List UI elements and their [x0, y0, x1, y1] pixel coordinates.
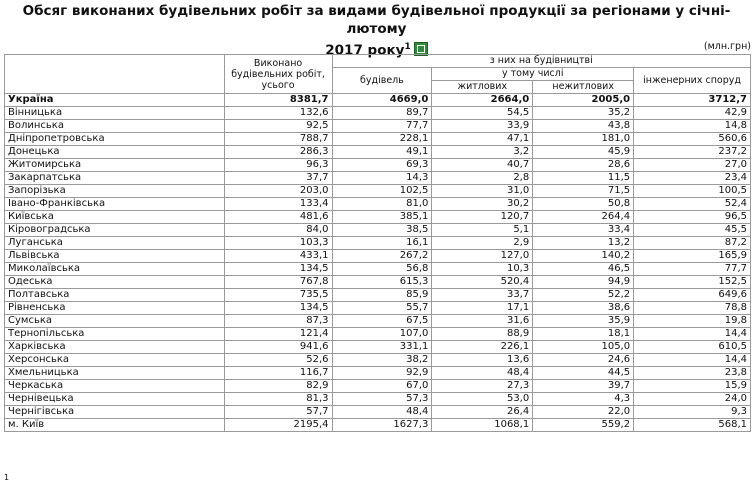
cell-region: Черкаська: [5, 380, 225, 393]
header-total: Виконано будівельних робіт, усього: [224, 55, 332, 94]
cell-engineering: 560,6: [634, 133, 751, 146]
cell-engineering: 23,4: [634, 172, 751, 185]
table-row: [5, 198, 751, 211]
cell-region: м. Київ: [5, 419, 225, 432]
cell-buildings: 81,0: [332, 198, 432, 211]
cell-buildings: 228,1: [332, 133, 432, 146]
cell-total: 941,6: [224, 341, 332, 354]
cell-region: Чернігівська: [5, 406, 225, 419]
cell-engineering: 3712,7: [634, 94, 751, 107]
cell-total: 57,7: [224, 406, 332, 419]
cell-total: 103,3: [224, 237, 332, 250]
cell-engineering: 19,8: [634, 315, 751, 328]
cell-buildings: 16,1: [332, 237, 432, 250]
cell-total: 133,4: [224, 198, 332, 211]
cell-nonresidential: 140,2: [533, 250, 634, 263]
cell-total: 286,3: [224, 146, 332, 159]
cell-region: Луганська: [5, 237, 225, 250]
cell-buildings: 38,5: [332, 224, 432, 237]
cell-residential: 54,5: [432, 107, 533, 120]
table-row: [5, 263, 751, 276]
cell-nonresidential: 2005,0: [533, 94, 634, 107]
table-row: [5, 107, 751, 120]
cell-engineering: 237,2: [634, 146, 751, 159]
header-including: у тому числі: [432, 68, 634, 81]
cell-nonresidential: 13,2: [533, 237, 634, 250]
table-row: [5, 302, 751, 315]
cell-buildings: 56,8: [332, 263, 432, 276]
cell-nonresidential: 28,6: [533, 159, 634, 172]
cell-nonresidential: 24,6: [533, 354, 634, 367]
cell-nonresidential: 46,5: [533, 263, 634, 276]
cell-engineering: 78,8: [634, 302, 751, 315]
cell-buildings: 102,5: [332, 185, 432, 198]
cell-nonresidential: 264,4: [533, 211, 634, 224]
cell-buildings: 69,3: [332, 159, 432, 172]
title-footnote-mark: 1: [404, 42, 411, 52]
cell-region: Сумська: [5, 315, 225, 328]
cell-engineering: 152,5: [634, 276, 751, 289]
cell-region: Полтавська: [5, 289, 225, 302]
cell-total: 134,5: [224, 302, 332, 315]
cell-total: 81,3: [224, 393, 332, 406]
cell-total: 203,0: [224, 185, 332, 198]
cell-buildings: 4669,0: [332, 94, 432, 107]
cell-residential: 27,3: [432, 380, 533, 393]
cell-total: 84,0: [224, 224, 332, 237]
table-row: [5, 250, 751, 263]
cell-region: Тернопільська: [5, 328, 225, 341]
cell-residential: 127,0: [432, 250, 533, 263]
cell-total: 121,4: [224, 328, 332, 341]
cell-buildings: 55,7: [332, 302, 432, 315]
cell-residential: 17,1: [432, 302, 533, 315]
cell-total: 52,6: [224, 354, 332, 367]
table-row: [5, 289, 751, 302]
cell-engineering: 77,7: [634, 263, 751, 276]
cell-residential: 47,1: [432, 133, 533, 146]
cell-residential: 33,7: [432, 289, 533, 302]
cell-total: 788,7: [224, 133, 332, 146]
table-row: [5, 185, 751, 198]
cell-nonresidential: 38,6: [533, 302, 634, 315]
footnote: 1: [4, 473, 10, 482]
cell-residential: 10,3: [432, 263, 533, 276]
cell-buildings: 331,1: [332, 341, 432, 354]
page-title: [0, 0, 753, 60]
table-row: [5, 393, 751, 406]
cell-residential: 40,7: [432, 159, 533, 172]
table-row: [5, 211, 751, 224]
cell-nonresidential: 50,8: [533, 198, 634, 211]
cell-engineering: 45,5: [634, 224, 751, 237]
cell-residential: 31,0: [432, 185, 533, 198]
cell-buildings: 38,2: [332, 354, 432, 367]
cell-total: 433,1: [224, 250, 332, 263]
cell-region: Волинська: [5, 120, 225, 133]
cell-region: Київська: [5, 211, 225, 224]
cell-buildings: 14,3: [332, 172, 432, 185]
table-row: [5, 133, 751, 146]
cell-engineering: 15,9: [634, 380, 751, 393]
units-label: (млн.грн): [703, 41, 751, 52]
cell-engineering: 23,8: [634, 367, 751, 380]
table-row: [5, 120, 751, 133]
cell-buildings: 385,1: [332, 211, 432, 224]
cell-nonresidential: 181,0: [533, 133, 634, 146]
cell-engineering: 52,4: [634, 198, 751, 211]
cell-residential: 88,9: [432, 328, 533, 341]
cell-buildings: 615,3: [332, 276, 432, 289]
cell-buildings: 67,0: [332, 380, 432, 393]
construction-table: [4, 54, 751, 432]
cell-total: 82,9: [224, 380, 332, 393]
cell-nonresidential: 52,2: [533, 289, 634, 302]
cell-nonresidential: 35,9: [533, 315, 634, 328]
cell-total: 481,6: [224, 211, 332, 224]
header-residential: житлових: [432, 81, 533, 94]
cell-nonresidential: 11,5: [533, 172, 634, 185]
cell-region: Україна: [5, 94, 225, 107]
cell-buildings: 57,3: [332, 393, 432, 406]
cell-buildings: 107,0: [332, 328, 432, 341]
cell-residential: 53,0: [432, 393, 533, 406]
cell-residential: 120,7: [432, 211, 533, 224]
cell-engineering: 14,4: [634, 328, 751, 341]
cell-nonresidential: 105,0: [533, 341, 634, 354]
cell-residential: 48,4: [432, 367, 533, 380]
table-row: [5, 328, 751, 341]
table-row: [5, 367, 751, 380]
table-row: [5, 276, 751, 289]
cell-region: Харківська: [5, 341, 225, 354]
cell-total: 134,5: [224, 263, 332, 276]
cell-total: 132,6: [224, 107, 332, 120]
cell-engineering: 42,9: [634, 107, 751, 120]
cell-engineering: 14,4: [634, 354, 751, 367]
table-row-total: [5, 94, 751, 107]
cell-engineering: 24,0: [634, 393, 751, 406]
cell-buildings: 89,7: [332, 107, 432, 120]
header-nonresidential: нежитлових: [533, 81, 634, 94]
cell-region: Одеська: [5, 276, 225, 289]
cell-residential: 13,6: [432, 354, 533, 367]
table-row: [5, 380, 751, 393]
cell-residential: 31,6: [432, 315, 533, 328]
cell-buildings: 92,9: [332, 367, 432, 380]
cell-buildings: 267,2: [332, 250, 432, 263]
table-row: [5, 406, 751, 419]
cell-engineering: 14,8: [634, 120, 751, 133]
table-row: [5, 315, 751, 328]
cell-residential: 226,1: [432, 341, 533, 354]
cell-total: 2195,4: [224, 419, 332, 432]
cell-residential: 2664,0: [432, 94, 533, 107]
cell-region: Чернівецька: [5, 393, 225, 406]
cell-residential: 30,2: [432, 198, 533, 211]
cell-total: 92,5: [224, 120, 332, 133]
cell-total: 8381,7: [224, 94, 332, 107]
cell-nonresidential: 43,8: [533, 120, 634, 133]
cell-nonresidential: 94,9: [533, 276, 634, 289]
table-row: [5, 172, 751, 185]
cell-residential: 1068,1: [432, 419, 533, 432]
cell-region: Рівненська: [5, 302, 225, 315]
cell-region: Дніпропетровська: [5, 133, 225, 146]
cell-buildings: 1627,3: [332, 419, 432, 432]
cell-nonresidential: 71,5: [533, 185, 634, 198]
table-row: [5, 354, 751, 367]
cell-engineering: 96,5: [634, 211, 751, 224]
cell-nonresidential: 35,2: [533, 107, 634, 120]
cell-engineering: 165,9: [634, 250, 751, 263]
cell-total: 37,7: [224, 172, 332, 185]
cell-engineering: 27,0: [634, 159, 751, 172]
cell-nonresidential: 559,2: [533, 419, 634, 432]
cell-region: Закарпатська: [5, 172, 225, 185]
cell-nonresidential: 22,0: [533, 406, 634, 419]
table-row: [5, 341, 751, 354]
cell-buildings: 48,4: [332, 406, 432, 419]
cell-nonresidential: 33,4: [533, 224, 634, 237]
cell-engineering: 87,2: [634, 237, 751, 250]
cell-region: Хмельницька: [5, 367, 225, 380]
cell-engineering: 568,1: [634, 419, 751, 432]
header-of-them: з них на будівництві: [332, 55, 750, 68]
cell-residential: 2,8: [432, 172, 533, 185]
cell-total: 767,8: [224, 276, 332, 289]
cell-engineering: 649,6: [634, 289, 751, 302]
cell-residential: 3,2: [432, 146, 533, 159]
cell-region: Донецька: [5, 146, 225, 159]
cell-region: Запорізька: [5, 185, 225, 198]
table-row: [5, 146, 751, 159]
table-row: [5, 224, 751, 237]
cell-region: Івано-Франківська: [5, 198, 225, 211]
cell-region: Житомирська: [5, 159, 225, 172]
cell-engineering: 9,3: [634, 406, 751, 419]
cell-region: Вінницька: [5, 107, 225, 120]
header-region: [5, 55, 225, 94]
header-engineering: інженерних споруд: [634, 68, 751, 94]
cell-buildings: 85,9: [332, 289, 432, 302]
cell-buildings: 77,7: [332, 120, 432, 133]
cell-nonresidential: 39,7: [533, 380, 634, 393]
title-line-2: 2017 року: [325, 42, 405, 59]
title-line-1: Обсяг виконаних будівельних робіт за видами будівельної продукції за регіонами у січні-лютому: [22, 3, 731, 37]
cell-engineering: 610,5: [634, 341, 751, 354]
cell-total: 87,3: [224, 315, 332, 328]
cell-region: Львівська: [5, 250, 225, 263]
cell-nonresidential: 44,5: [533, 367, 634, 380]
cell-residential: 5,1: [432, 224, 533, 237]
cell-nonresidential: 45,9: [533, 146, 634, 159]
cell-region: Миколаївська: [5, 263, 225, 276]
cell-region: Херсонська: [5, 354, 225, 367]
cell-engineering: 100,5: [634, 185, 751, 198]
cell-total: 96,3: [224, 159, 332, 172]
cell-residential: 33,9: [432, 120, 533, 133]
cell-buildings: 67,5: [332, 315, 432, 328]
cell-region: Кіровоградська: [5, 224, 225, 237]
table-row: [5, 419, 751, 432]
table-row: [5, 159, 751, 172]
cell-total: 116,7: [224, 367, 332, 380]
cell-residential: 2,9: [432, 237, 533, 250]
table-row: [5, 237, 751, 250]
cell-residential: 520,4: [432, 276, 533, 289]
table-body: [5, 94, 751, 432]
cell-nonresidential: 4,3: [533, 393, 634, 406]
cell-total: 735,5: [224, 289, 332, 302]
cell-nonresidential: 18,1: [533, 328, 634, 341]
cell-buildings: 49,1: [332, 146, 432, 159]
header-buildings: будівель: [332, 68, 432, 94]
cell-residential: 26,4: [432, 406, 533, 419]
